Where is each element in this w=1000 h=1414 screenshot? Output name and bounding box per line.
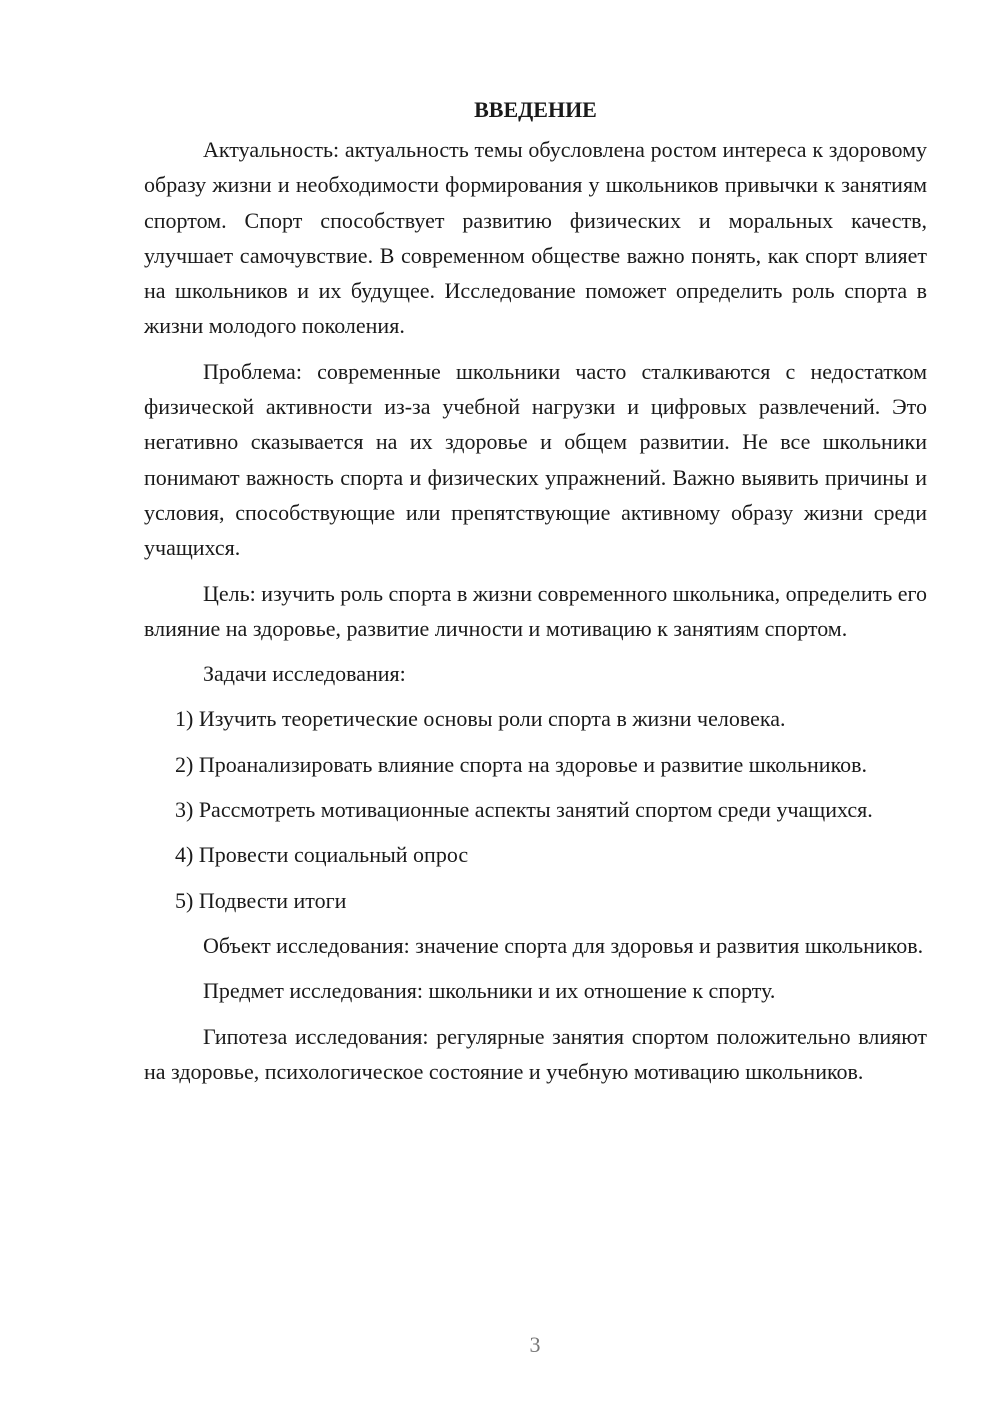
task-item-3: 3) Рассмотреть мотивационные аспекты занятий спортом среди учащихся. — [175, 797, 873, 823]
task-item-4: 4) Провести социальный опрос — [175, 842, 469, 868]
tasks-heading: Задачи исследования: — [203, 661, 406, 687]
paragraph-goal: Цель: изучить роль спорта в жизни современного школьника, определить его влияние на здоровье, развитие личности и мотивацию к занятиям спортом. — [144, 580, 927, 641]
document-page — [144, 92, 927, 1099]
paragraph-hypothesis: Гипотеза исследования: регулярные занятия спортом положительно влияют на здоровье, психологическое состояние и учебную мотивацию школьников. — [144, 1023, 927, 1084]
task-item-1: 1) Изучить теоретические основы роли спорта в жизни человека. — [175, 706, 786, 732]
paragraph-problem: Проблема: современные школьники часто сталкиваются с недостатком физической активности из-за учебной нагрузки и цифровых развлечений. Это негативно сказывается на их здоровье и общем развитии. Не все школьники понимают важность спорта и физических упражнений. Важно выявить причины и условия, способствующие или препятствующие активному образу жизни среди учащихся. — [144, 358, 927, 561]
page-number: 3 — [529, 1332, 541, 1357]
task-item-5: 5) Подвести итоги — [175, 887, 347, 913]
task-item-2: 2) Проанализировать влияние спорта на здоровье и развитие школьников. — [175, 751, 868, 777]
section-title: ВВЕДЕНИЕ — [474, 97, 597, 122]
paragraph-object: Объект исследования: значение спорта для здоровья и развития школьников. — [203, 932, 924, 958]
paragraph-subject: Предмет исследования: школьники и их отношение к спорту. — [203, 978, 776, 1004]
paragraph-relevance: Актуальность: актуальность темы обусловлена ростом интереса к здоровому образу жизни и необходимости формирования у школьников привычки к занятиям спортом. Спорт способствует развитию физических и моральных качеств, улучшает самочувствие. В современном обществе важно понять, как спорт влияет на школьников и их будущее. Исследование поможет определить роль спорта в жизни молодого поколения. — [144, 137, 927, 339]
